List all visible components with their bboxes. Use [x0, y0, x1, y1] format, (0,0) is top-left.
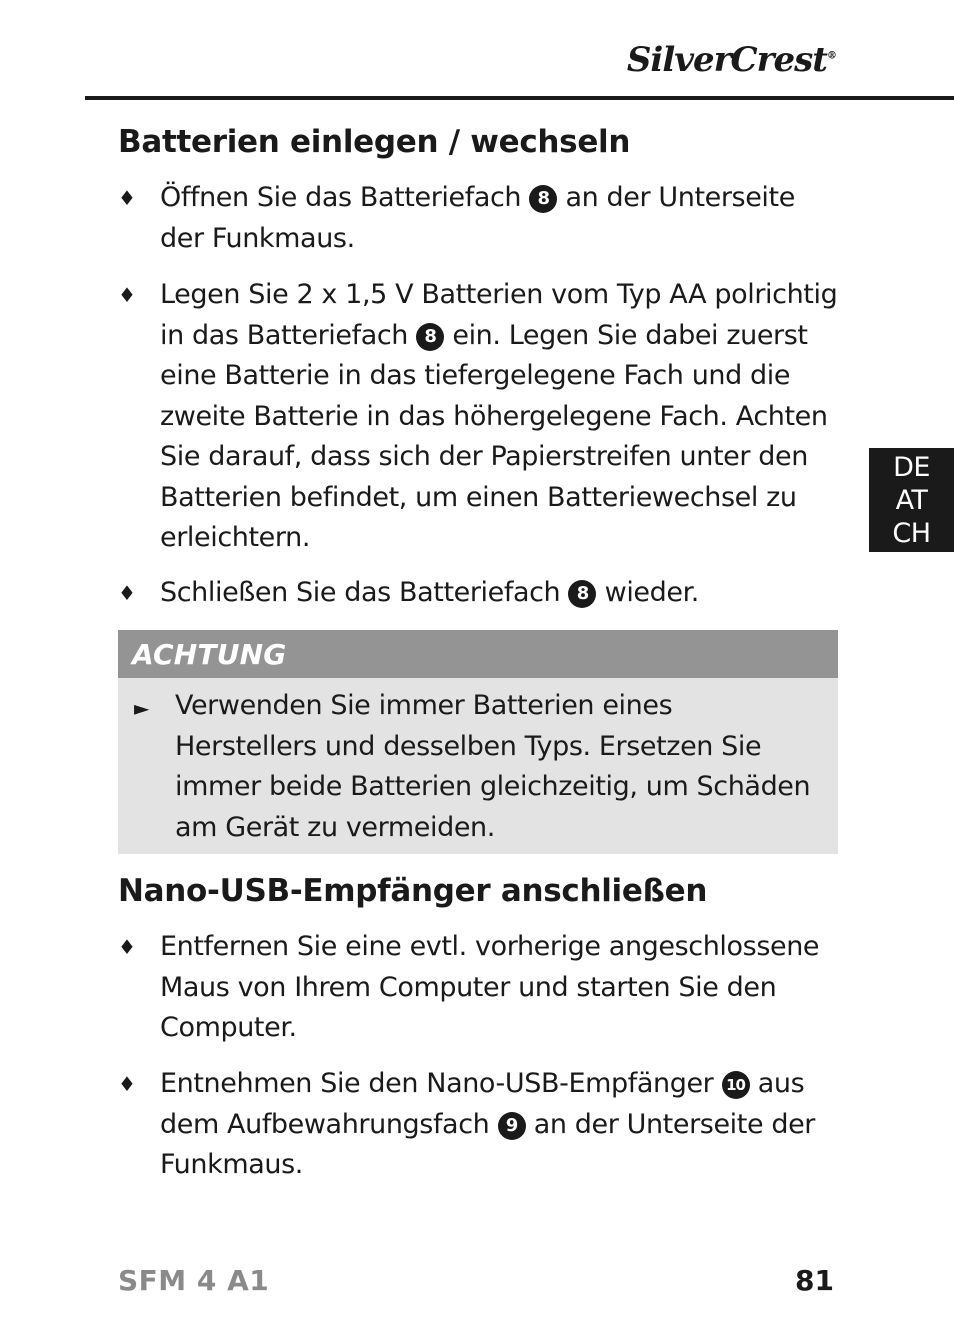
- warning-title: ACHTUNG: [118, 630, 838, 678]
- reference-number-badge: 8: [529, 185, 557, 213]
- list-item: ♦ Legen Sie 2 x 1,5 V Batterien vom Typ AA polrichtig in das Batteriefach 8 ein. Legen Sie dabei zuerst eine Batterie in das tiefergelegene Fach und die zweite Batterie in das höhergelegene Fach. Achten Sie darauf, dass sich der Papierstreifen unter den Batterien befindet, um einen Batteriewechsel zu erleichtern.: [118, 275, 838, 559]
- header-rule: [85, 96, 954, 100]
- page-number: 81: [795, 1264, 834, 1297]
- brand-logo: SilverCrest®: [626, 40, 836, 80]
- diamond-bullet-icon: ♦: [118, 935, 136, 959]
- model-number: SFM 4 A1: [118, 1264, 270, 1297]
- section-title-batteries: Batterien einlegen / wechseln: [118, 124, 631, 160]
- list-item: ♦ Öffnen Sie das Batteriefach 8 an der Unterseite der Funkmaus.: [118, 178, 838, 259]
- reference-number-badge: 8: [568, 580, 596, 608]
- reference-number-badge: 8: [416, 323, 444, 351]
- warning-text: Verwenden Sie immer Batterien eines Herstellers und desselben Typs. Ersetzen Sie immer beide Batterien gleichzeitig, um Schäden am Gerät zu vermeiden.: [175, 690, 811, 843]
- language-de: DE: [893, 452, 930, 483]
- warning-box: [118, 630, 838, 854]
- language-at: AT: [895, 485, 928, 516]
- diamond-bullet-icon: ♦: [118, 283, 136, 307]
- list-item: ♦ Entnehmen Sie den Nano-USB-Empfänger 10 aus dem Aufbewahrungsfach 9 an der Unterseite der Funkmaus.: [118, 1064, 838, 1186]
- section-title-usb-receiver: Nano-USB-Empfänger anschließen: [118, 873, 708, 909]
- arrow-right-icon: ►: [134, 696, 149, 720]
- warning-body: [118, 678, 838, 854]
- reference-number-badge: 9: [498, 1112, 526, 1140]
- list-item: ♦ Entfernen Sie eine evtl. vorherige angeschlossene Maus von Ihrem Computer und starten Sie den Computer.: [118, 927, 838, 1049]
- language-tab: [869, 448, 954, 552]
- diamond-bullet-icon: ♦: [118, 186, 136, 210]
- diamond-bullet-icon: ♦: [118, 581, 136, 605]
- language-ch: CH: [892, 518, 931, 549]
- list-item: ♦ Schließen Sie das Batteriefach 8 wieder.: [118, 573, 838, 614]
- diamond-bullet-icon: ♦: [118, 1072, 136, 1096]
- reference-number-badge: 10: [722, 1071, 750, 1099]
